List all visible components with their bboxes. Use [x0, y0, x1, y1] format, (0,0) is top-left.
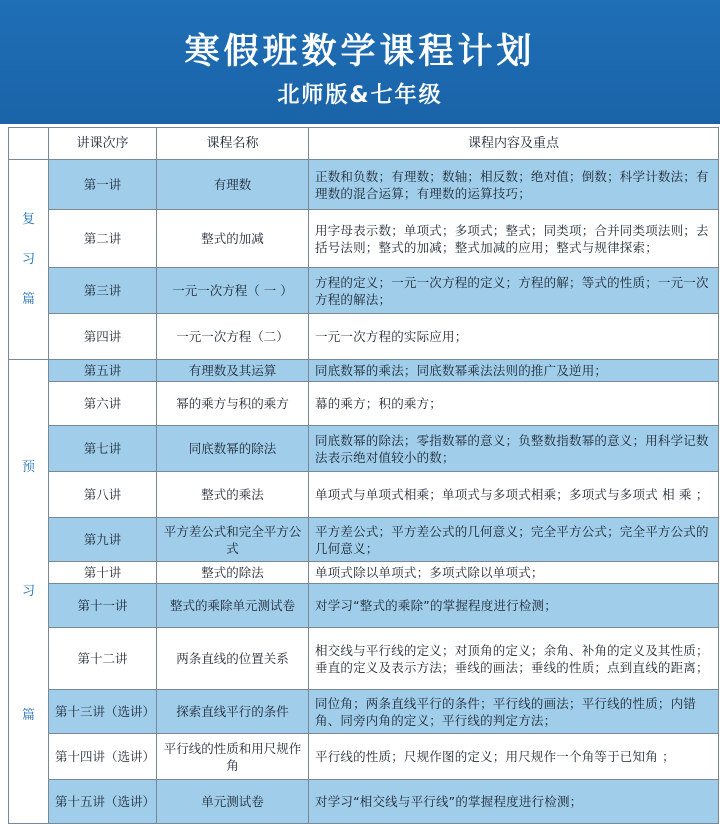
section-label-preview [9, 360, 49, 824]
lesson-order: 第十五讲（选讲） [49, 780, 157, 824]
course-content: 平行线的性质；尺规作图的定义；用尺规作一个角等于已知角 ； [309, 734, 719, 780]
table-row [9, 210, 719, 268]
header-banner [0, 0, 720, 124]
page-title: 寒假班数学课程计划 [184, 32, 536, 72]
course-content: 同底数幂的除法；零指数幂的意义；负整数指数幂的意义；用科学记数法表示绝对值较小的数； [309, 426, 719, 472]
table-row [9, 382, 719, 426]
page-subtitle: 北师版&七年级 [277, 83, 443, 108]
lesson-order: 第八讲 [49, 472, 157, 518]
lesson-order: 第三讲 [49, 268, 157, 314]
table-row [9, 628, 719, 690]
course-content: 对学习“整式的乘除”的掌握程度进行检测； [309, 584, 719, 628]
course-content: 方程的定义；一元一次方程的定义；方程的解；等式的性质；一元一次方程的解法； [309, 268, 719, 314]
course-content: 一元一次方程的实际应用； [309, 314, 719, 360]
course-content: 用字母表示数；单项式；多项式；整式；同类项；合并同类项法则；去括号法则；整式的加减；整式加减的应用；整式与规律探索； [309, 210, 719, 268]
course-name: 整式的加减 [157, 210, 309, 268]
table-row [9, 584, 719, 628]
lesson-order: 第二讲 [49, 210, 157, 268]
lesson-order: 第四讲 [49, 314, 157, 360]
table-row [9, 314, 719, 360]
lesson-order: 第十二讲 [49, 628, 157, 690]
lesson-order: 第十一讲 [49, 584, 157, 628]
lesson-order: 第六讲 [49, 382, 157, 426]
course-content: 正数和负数；有理数；数轴；相反数；绝对值；倒数；科学计数法；有理数的混合运算；有理数的运算技巧； [309, 160, 719, 210]
lesson-order: 第十三讲（选讲） [49, 690, 157, 734]
lesson-order: 第五讲 [49, 360, 157, 382]
table-row [9, 160, 719, 210]
course-name: 整式的除法 [157, 562, 309, 584]
table-row [9, 268, 719, 314]
course-name: 整式的乘法 [157, 472, 309, 518]
course-content: 同底数幂的乘法；同底数幂乘法法则的推广及逆用； [309, 360, 719, 382]
course-content: 单项式除以单项式；多项式除以单项式； [309, 562, 719, 584]
section-char: 习 [21, 251, 35, 267]
course-name: 探索直线平行的条件 [157, 690, 309, 734]
table-header-row [9, 128, 719, 160]
course-content: 同位角；两条直线平行的条件；平行线的画法；平行线的性质；内错角、同旁内角的定义；平行线的判定方法； [309, 690, 719, 734]
course-plan-table [8, 127, 719, 824]
course-name: 有理数及其运算 [157, 360, 309, 382]
course-content: 相交线与平行线的定义；对顶角的定义；余角、补角的定义及其性质；垂直的定义及表示方法；垂线的画法；垂线的性质；点到直线的距离； [309, 628, 719, 690]
lesson-order: 第十讲 [49, 562, 157, 584]
lesson-order: 第七讲 [49, 426, 157, 472]
course-name: 两条直线的位置关系 [157, 628, 309, 690]
header-course-name: 课程名称 [157, 128, 309, 160]
header-section-cell [9, 128, 49, 160]
section-label-review [9, 160, 49, 360]
course-name: 整式的乘除单元测试卷 [157, 584, 309, 628]
table-row [9, 518, 719, 562]
header-lesson-order: 讲课次序 [49, 128, 157, 160]
course-name: 幂的乘方与积的乘方 [157, 382, 309, 426]
course-content: 平方差公式；平方差公式的几何意义；完全平方公式；完全平方公式的几何意义； [309, 518, 719, 562]
section-char: 篇 [21, 707, 35, 723]
table-row [9, 360, 719, 382]
table-row [9, 690, 719, 734]
table-row [9, 780, 719, 824]
course-content: 幕的乘方；积的乘方； [309, 382, 719, 426]
lesson-order: 第九讲 [49, 518, 157, 562]
course-content: 对学习“相交线与平行线”的掌握程度进行检测； [309, 780, 719, 824]
section-char: 复 [21, 211, 35, 227]
header-course-content: 课程内容及重点 [309, 128, 719, 160]
course-name: 同底数幂的除法 [157, 426, 309, 472]
course-content: 单项式与单项式相乘；单项式与多项式相乘；多项式与多项式 相 乘 ； [309, 472, 719, 518]
course-name: 平行线的性质和用尺规作角 [157, 734, 309, 780]
lesson-order: 第十四讲（选讲） [49, 734, 157, 780]
section-char: 习 [21, 583, 35, 599]
section-char: 篇 [21, 291, 35, 307]
table-row [9, 426, 719, 472]
course-name: 平方差公式和完全平方公式 [157, 518, 309, 562]
section-char: 预 [21, 459, 35, 475]
course-name: 一元一次方程（ 一 ） [157, 268, 309, 314]
course-name: 有理数 [157, 160, 309, 210]
lesson-order: 第一讲 [49, 160, 157, 210]
table-row [9, 562, 719, 584]
course-name: 单元测试卷 [157, 780, 309, 824]
table-row [9, 734, 719, 780]
table-row [9, 472, 719, 518]
course-name: 一元一次方程（二） [157, 314, 309, 360]
